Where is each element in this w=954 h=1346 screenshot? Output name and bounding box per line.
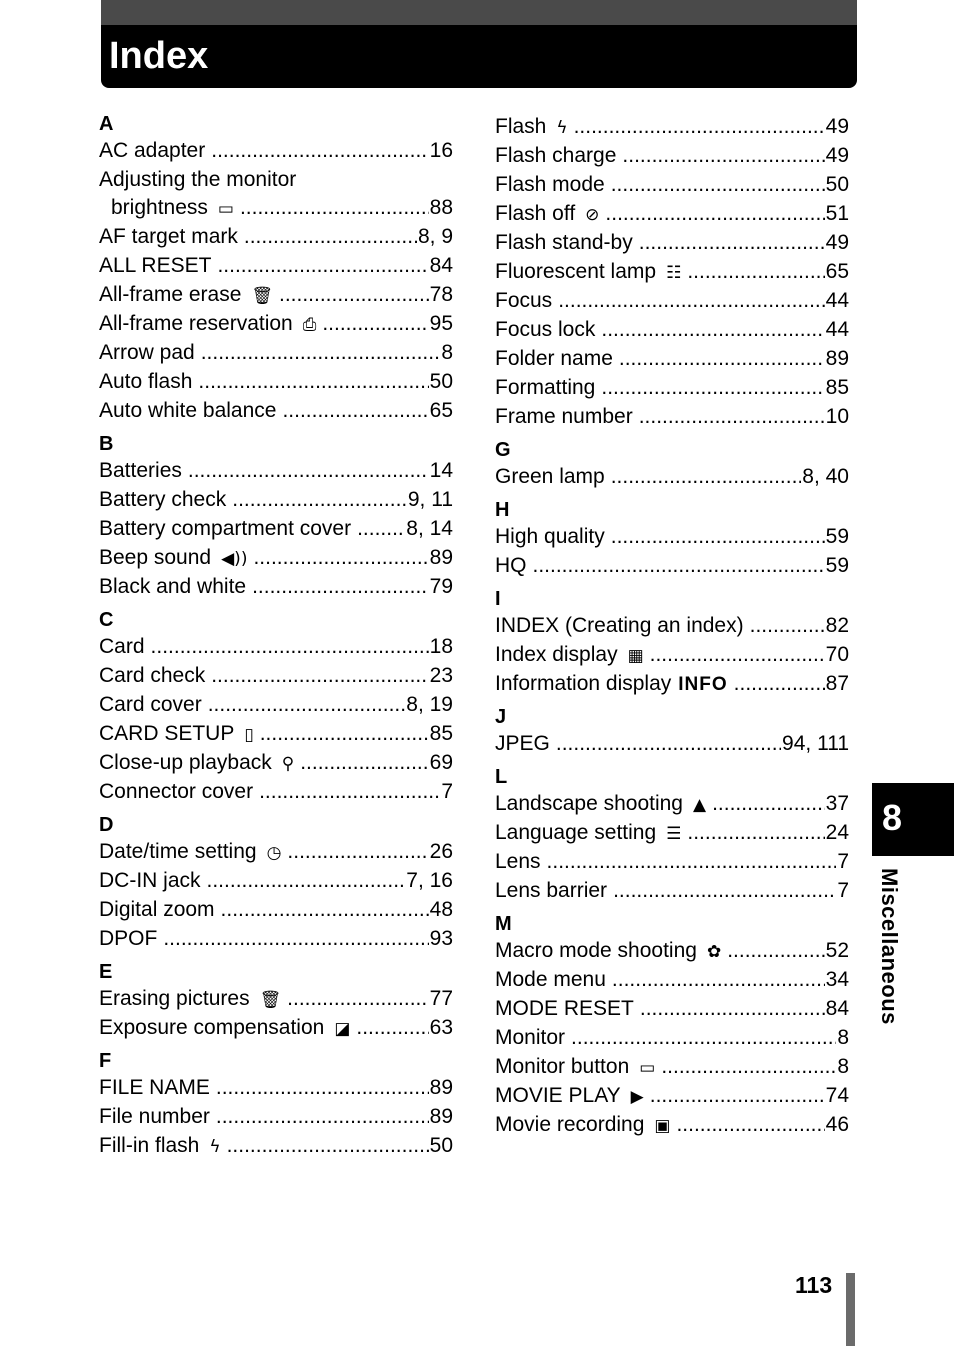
dot-leader [547,847,837,876]
index-entry [495,640,849,669]
dot-leader [240,193,429,222]
entry-page: 18 [429,635,453,658]
entry-label: Folder name [495,347,613,370]
dot-leader [216,1102,429,1131]
entry-label: Focus [495,289,553,312]
index-entry [99,193,453,222]
section-letter: I [495,588,501,610]
entry-page: 37 [825,792,849,815]
entry-page: 8, 40 [802,465,849,488]
index-entry [495,994,849,1023]
index-entry [99,485,453,514]
entry-page: 8 [837,1026,849,1049]
index-entry [495,199,849,228]
entry-label: Battery compartment cover [99,517,352,540]
dot-leader [727,936,824,965]
dot-leader [217,251,428,280]
entry-icon: ⊘ [585,205,600,225]
dot-leader [279,280,429,309]
entry-label: MODE RESET [495,997,634,1020]
entry-page: 8, 14 [406,517,453,540]
dot-leader [687,818,824,847]
index-entry [99,837,453,866]
index-entry [99,456,453,485]
index-entry [99,514,453,543]
entry-page: 82 [825,614,849,637]
entry-icon: ◀)) [221,549,248,569]
index-entry [99,309,453,338]
index-entry [495,1110,849,1139]
dot-leader [188,456,429,485]
section-letter: F [99,1050,112,1072]
entry-page: 89 [429,1105,453,1128]
page-number-bar [846,1273,855,1346]
dot-leader [639,228,825,257]
dot-leader [640,994,825,1023]
index-entry [99,777,453,806]
entry-page: 84 [825,997,849,1020]
index-entry [99,165,453,193]
index-entry [99,866,453,895]
entry-label: Frame number [495,405,633,428]
entry-page: 34 [825,968,849,991]
index-entry [495,551,849,580]
index-entry [99,543,453,572]
index-entry [99,136,453,165]
entry-page: 8, 9 [417,225,453,248]
entry-label: Adjusting the monitor [99,168,297,191]
section-letter: B [99,433,114,455]
dot-leader [282,396,428,425]
entry-page: 95 [429,312,453,335]
entry-icon: ⚲ [281,754,295,774]
index-entry [495,611,849,640]
index-entry [495,789,849,818]
entry-page: 8, 19 [406,693,453,716]
index-entry [99,1073,453,1102]
entry-page: 50 [429,370,453,393]
dot-leader [611,522,825,551]
dot-leader [622,141,824,170]
index-entry [99,1013,453,1042]
entry-label: Green lamp [495,465,605,488]
dot-leader [252,572,429,601]
entry-icon: ◪ [334,1019,351,1039]
entry-label: Card check [99,664,206,687]
dot-leader [244,222,417,251]
index-entry [495,965,849,994]
dot-leader [734,669,825,698]
entry-page: 88 [429,196,453,219]
dot-leader [650,1081,825,1110]
dot-leader [322,309,428,338]
dot-leader [750,611,825,640]
entry-label: Flash charge [495,144,617,167]
dot-leader [619,344,825,373]
entry-label: File number [99,1105,210,1128]
dot-leader [558,286,824,315]
index-column-left [99,112,453,1160]
dot-leader [151,632,429,661]
dot-leader [208,690,406,719]
dot-leader [253,543,428,572]
dot-leader [571,1023,836,1052]
entry-page: 52 [825,939,849,962]
entry-label: DPOF [99,927,158,950]
index-entry [495,818,849,847]
dot-leader [227,1131,429,1160]
entry-label: Flash [495,115,547,138]
entry-label: Language setting [495,821,657,844]
dot-leader [287,837,428,866]
entry-label: Erasing pictures [99,987,250,1010]
entry-icon: ϟ [209,1137,221,1157]
entry-page: 8 [441,341,453,364]
entry-page: 7 [837,850,849,873]
entry-label: Macro mode shooting [495,939,697,962]
entry-label: Card [99,635,145,658]
dot-leader [639,402,825,431]
entry-label: Focus lock [495,318,596,341]
entry-label: Monitor [495,1026,566,1049]
index-entry [495,257,849,286]
entry-label: Lens barrier [495,879,608,902]
page-header [101,0,857,88]
entry-label: Auto white balance [99,399,277,422]
dot-leader [601,315,824,344]
entry-icon: ▭ [639,1058,656,1078]
index-entry [495,522,849,551]
entry-label: ALL RESET [99,254,212,277]
index-entry [495,402,849,431]
section-letter: A [99,113,114,135]
entry-label: Exposure compensation [99,1016,325,1039]
entry-page: 93 [429,927,453,950]
dot-leader [216,1073,429,1102]
entry-page: 44 [825,289,849,312]
index-entry [99,1102,453,1131]
index-entry [495,1023,849,1052]
index-entry [99,396,453,425]
chapter-label: Miscellaneous [877,868,902,1025]
entry-label: Auto flash [99,370,193,393]
entry-icon: ✿ [706,942,722,962]
entry-page: 16 [429,139,453,162]
entry-page: 94, 111 [782,732,849,755]
entry-page: 84 [429,254,453,277]
entry-label: DC-IN jack [99,869,201,892]
index-entry [99,984,453,1013]
entry-page: 65 [825,260,849,283]
section-letter: G [495,439,511,461]
index-entry [495,112,849,141]
entry-page: 10 [825,405,849,428]
entry-page: 89 [429,546,453,569]
entry-page: 65 [429,399,453,422]
entry-page: 63 [429,1016,453,1039]
entry-page: 24 [825,821,849,844]
entry-label: brightness [111,196,208,219]
dot-leader [613,876,836,905]
dot-leader [605,199,824,228]
info-icon: INFO [678,674,728,695]
entry-page: 7, 16 [406,869,453,892]
entry-page: 46 [825,1113,849,1136]
entry-icon: ☰ [666,824,682,844]
entry-label: Card cover [99,693,202,716]
entry-label: Fluorescent lamp [495,260,657,283]
entry-icon: ▭ [217,199,234,219]
dot-leader [611,462,802,491]
dot-leader [300,748,428,777]
index-entry [99,748,453,777]
entry-label: Movie recording [495,1113,645,1136]
dot-leader [201,338,441,367]
dot-leader [712,789,825,818]
dot-leader [676,1110,824,1139]
index-entry [99,895,453,924]
entry-page: 69 [429,751,453,774]
index-entry [495,286,849,315]
dot-leader [163,924,428,953]
entry-label: MOVIE PLAY [495,1084,621,1107]
entry-icon: 🗑 [251,286,273,306]
dot-leader [287,984,428,1013]
entry-page: 77 [429,987,453,1010]
entry-label: Arrow pad [99,341,195,364]
header-strip [101,0,857,25]
entry-page: 50 [825,173,849,196]
entry-label: Monitor button [495,1055,630,1078]
dot-leader [687,257,824,286]
entry-icon: ▣ [654,1116,671,1136]
dot-leader [357,514,405,543]
index-entry [99,661,453,690]
entry-page: 7 [837,879,849,902]
entry-page: 89 [429,1076,453,1099]
entry-page: 50 [429,1134,453,1157]
entry-label: INDEX (Creating an index) [495,614,744,637]
entry-page: 79 [429,575,453,598]
entry-page: 26 [429,840,453,863]
section-letter: M [495,913,512,935]
index-entry [99,690,453,719]
entry-label: Landscape shooting [495,792,683,815]
entry-label: Battery check [99,488,227,511]
index-entry [99,719,453,748]
entry-label: JPEG [495,732,550,755]
entry-icon: 🗑 [259,990,282,1010]
index-entry [495,228,849,257]
index-entry [495,729,849,758]
entry-label: Beep sound [99,546,212,569]
index-entry [495,315,849,344]
section-letter: D [99,814,114,836]
index-entry [495,669,849,698]
entry-icon: ϟ [556,118,568,138]
entry-icon: ▲ [693,795,707,815]
entry-page: 44 [825,318,849,341]
entry-page: 78 [429,283,453,306]
entry-page: 49 [825,231,849,254]
entry-page: 89 [825,347,849,370]
index-entry [495,141,849,170]
dot-leader [356,1013,428,1042]
index-entry [495,373,849,402]
entry-label: AF target mark [99,225,238,248]
index-entry [495,847,849,876]
entry-label: Fill-in flash [99,1134,200,1157]
entry-label: Connector cover [99,780,254,803]
entry-label: All-frame reservation [99,312,293,335]
entry-page: 14 [429,459,453,482]
dot-leader [533,551,825,580]
entry-page: 70 [825,643,849,666]
entry-page: 49 [825,115,849,138]
entry-label: Digital zoom [99,898,215,921]
dot-leader [611,170,825,199]
entry-label: Batteries [99,459,182,482]
entry-page: 74 [825,1084,849,1107]
index-column-right [495,112,849,1139]
entry-label: AC adapter [99,139,206,162]
index-entry [99,222,453,251]
entry-label: Mode menu [495,968,606,991]
dot-leader [207,866,406,895]
index-entry [495,170,849,199]
index-entry [495,876,849,905]
entry-label: Date/time setting [99,840,257,863]
entry-label: Close-up playback [99,751,272,774]
dot-leader [260,719,429,748]
entry-label: Index display [495,643,618,666]
entry-label: Information display [495,672,672,695]
chapter-tab [872,783,954,856]
entry-icon: ⎙ [302,315,317,335]
index-entry [99,924,453,953]
entry-page: 23 [429,664,453,687]
chapter-number: 8 [882,797,903,838]
index-entry [99,338,453,367]
entry-page: 85 [825,376,849,399]
index-entry [99,572,453,601]
entry-label: FILE NAME [99,1076,210,1099]
entry-icon: ▦ [627,646,644,666]
entry-label: Black and white [99,575,247,598]
index-entry [495,1081,849,1110]
entry-icon: ▯ [244,725,254,745]
index-entry [495,344,849,373]
page-number: 113 [795,1272,833,1298]
entry-page: 87 [825,672,849,695]
entry-label: Flash off [495,202,576,225]
dot-leader [601,373,824,402]
section-letter: J [495,706,507,728]
section-letter: E [99,961,113,983]
section-letter: L [495,766,508,788]
entry-label: Flash stand-by [495,231,633,254]
entry-page: 49 [825,144,849,167]
dot-leader [198,367,428,396]
dot-leader [612,965,825,994]
entry-label: Flash mode [495,173,605,196]
entry-label: High quality [495,525,605,548]
entry-icon: ◷ [266,843,282,863]
dot-leader [211,136,428,165]
entry-icon: ▶ [630,1087,644,1107]
index-entry [99,632,453,661]
entry-page: 48 [429,898,453,921]
dot-leader [221,895,429,924]
index-entry [495,462,849,491]
entry-page: 85 [429,722,453,745]
section-letter: C [99,609,114,631]
dot-leader [650,640,825,669]
entry-icon: ☷ [666,263,682,283]
dot-leader [556,729,781,758]
section-letter: H [495,499,510,521]
index-entry [99,367,453,396]
entry-label: Formatting [495,376,596,399]
page-title: Index [109,35,209,77]
entry-label: CARD SETUP [99,722,235,745]
dot-leader [259,777,440,806]
index-entry [495,936,849,965]
entry-label: Lens [495,850,541,873]
entry-page: 7 [441,780,453,803]
entry-page: 59 [825,554,849,577]
entry-page: 9, 11 [407,488,453,511]
dot-leader [232,485,407,514]
entry-page: 51 [825,202,849,225]
index-entry [99,1131,453,1160]
index-entry [99,280,453,309]
entry-label: All-frame erase [99,283,242,306]
entry-page: 8 [837,1055,849,1078]
dot-leader [661,1052,836,1081]
entry-page: 59 [825,525,849,548]
entry-label: HQ [495,554,527,577]
dot-leader [211,661,428,690]
index-entry [495,1052,849,1081]
dot-leader [574,112,825,141]
index-entry [99,251,453,280]
